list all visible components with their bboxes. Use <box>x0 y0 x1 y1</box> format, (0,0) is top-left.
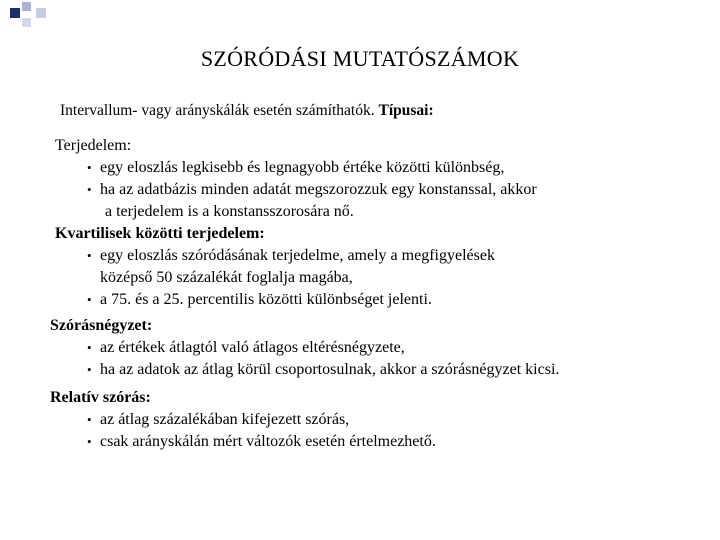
list-item <box>87 359 559 381</box>
bullet-text: a terjedelem is a konstansszorosára nő. <box>105 203 354 220</box>
bullet-text: a 75. és a 25. percentilis közötti különbséget jelenti. <box>100 291 432 308</box>
list-item <box>87 157 537 179</box>
bullet-text: egy eloszlás szóródásának terjedelme, amely a megfigyelések <box>100 247 495 264</box>
list-item-continuation <box>105 201 537 223</box>
list-item <box>87 245 495 267</box>
decor-square-light <box>22 18 31 27</box>
bullet-text: csak arányskálán mért változók esetén értelmezhető. <box>100 433 436 450</box>
decor-square-light <box>22 2 31 11</box>
section-heading: Relatív szórás: <box>50 389 151 406</box>
intro-line <box>60 102 434 120</box>
list-item <box>87 289 495 311</box>
section-kvartilis <box>55 223 495 311</box>
section-heading: Kvartilisek közötti terjedelem: <box>55 225 265 242</box>
intro-bold: Típusai: <box>378 102 434 119</box>
decor-square-light <box>36 8 46 18</box>
list-item <box>87 431 436 453</box>
section-relativ-szoras <box>50 387 436 453</box>
section-heading: Szórásnégyzet: <box>50 317 153 334</box>
section-terjedelem <box>55 135 537 223</box>
bullet-text: egy eloszlás legkisebb és legnagyobb értéke közötti különbség, <box>100 159 505 176</box>
bullet-text: ha az adatbázis minden adatát megszorozzuk egy konstanssal, akkor <box>100 181 537 198</box>
list-item <box>87 179 537 201</box>
bullet-text: középső 50 százalékát foglalja magába, <box>100 269 353 286</box>
corner-decoration <box>0 0 60 40</box>
intro-text: Intervallum- vagy arányskálák esetén számíthatók. <box>60 102 379 119</box>
list-item <box>87 337 559 359</box>
decor-square-dark <box>10 8 20 18</box>
bullet-text: az értékek átlagtól való átlagos eltérésnégyzete, <box>100 339 405 356</box>
bullet-text: ha az adatok az átlag körül csoportosulnak, akkor a szórásnégyzet kicsi. <box>100 361 560 378</box>
slide-title: SZÓRÓDÁSI MUTATÓSZÁMOK <box>200 46 520 71</box>
bullet-text: az átlag százalékában kifejezett szórás, <box>100 411 350 428</box>
list-item-continuation <box>100 267 495 289</box>
list-item <box>87 409 436 431</box>
section-szorasnegyzet <box>50 315 559 381</box>
section-heading: Terjedelem: <box>55 137 132 154</box>
